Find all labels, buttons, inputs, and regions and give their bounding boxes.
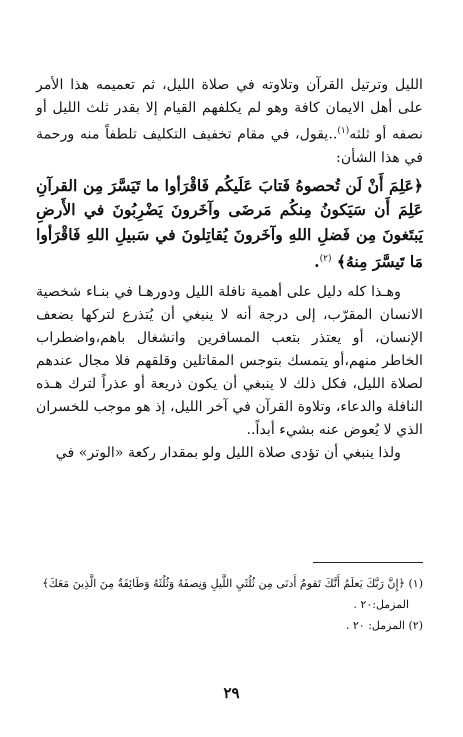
quran-quote-text: ﴿عَلِمَ أَنْ لَن تُحصوهُ فَتابَ عَلَيكُم فَاقْرَأوا ما تَيَسَّرَ مِن القرآنِ عَلِمَ أَن سَيَكونُ مِنكُم مَرضَى وآخَرونَ يَضْرِبُونَ في الأَرضِ يَبتَغونَ مِن فَضلِ اللهِ وآخَرونَ يُقاتِلونَ في سَبيلِ اللهِ فَاقْرَأوا مَا تَيسَّرَ مِنهُ﴾: [36, 175, 423, 272]
footnote-marker-2: (٢): [319, 254, 332, 265]
paragraph-1-end: ..يقول، في مقام تخفيف التكليف تلطفاً منه ورحمة في هذا الشأن:: [36, 126, 423, 166]
paragraph-1-text: الليل وترتيل القرآن وتلاوته في صلاة الليل، ثم تعميمه هذا الأمر على أهل الايمان كافة وهو لم يكلفهم القيام إلا بقدر ثلث الليل أو نصفه أو ثلثه: [36, 77, 423, 143]
paragraph-3: [36, 442, 423, 465]
quran-quote: ﴿عَلِمَ أَنْ لَن تُحصوهُ فَتابَ عَلَيكُم فَاقْرَأوا ما تَيَسَّرَ مِن القرآنِ عَلِمَ أَن سَيَكونُ مِنكُم مَرضَى وآخَرونَ يَضْرِبُونَ في الأَرضِ يَبتَغونَ مِن فَضلِ اللهِ وآخَرونَ يُقاتِلونَ في سَبيلِ اللهِ فَاقْرَأوا مَا تَيسَّرَ مِنهُ﴾ $^{(٢)}$.: [36, 175, 423, 272]
paragraph-3-text: ولذا ينبغي أن تؤدى صلاة الليل ولو بمقدار ركعة «الوتر» في: [55, 444, 401, 461]
page-number: ٢٩: [223, 684, 240, 702]
footnotes: [36, 562, 423, 636]
paragraph-2: [36, 281, 423, 442]
footnote-1-reference: المزمل:٢٠ .: [353, 598, 409, 611]
body-text: [36, 74, 423, 465]
footnote-marker-1: (١): [337, 126, 350, 136]
footnote-divider: [313, 562, 423, 563]
footnote-2: (٢) المزمل: ٢٠ .: [345, 619, 423, 632]
paragraph-1: [36, 74, 423, 170]
footnote-1: (١) ﴿إِنَّ رَبَّكَ يَعلَمُ أَنَّكَ تَقومُ أَدنَى مِن ثُلُثَيِ اللَّيلِ وَنِصفَهُ وَثُلُثَهُ وَطَائِفَةٌ مِنَ الَّذِينَ مَعَكَ﴾: [42, 577, 423, 590]
paragraph-2-text: وهـذا كله دليل على أهمية نافلة الليل ودورهـا في بنـاء شخصية الانسان المقرّب، إلى درجة أنه لا ينبغي أن يُتذرع لتركها بضعف الإنسان، أو يعتذر بتعب المسافرين وانشغال باهم،واضطراب الخاطر منهم،أو يتمسك بتوجس المقاتلين وقلقهم فلا مجال عندهم لصلاة الليل، فكل ذلك لا ينبغي أن يكون ذريعة أو عذراً لترك هـذه النافلة والدعاء، وتلاوة القرآن في آخر الليل، إذ هو موجب للخسران الذي لا يُعوض عنه بشيء أبداً..: [36, 283, 423, 438]
